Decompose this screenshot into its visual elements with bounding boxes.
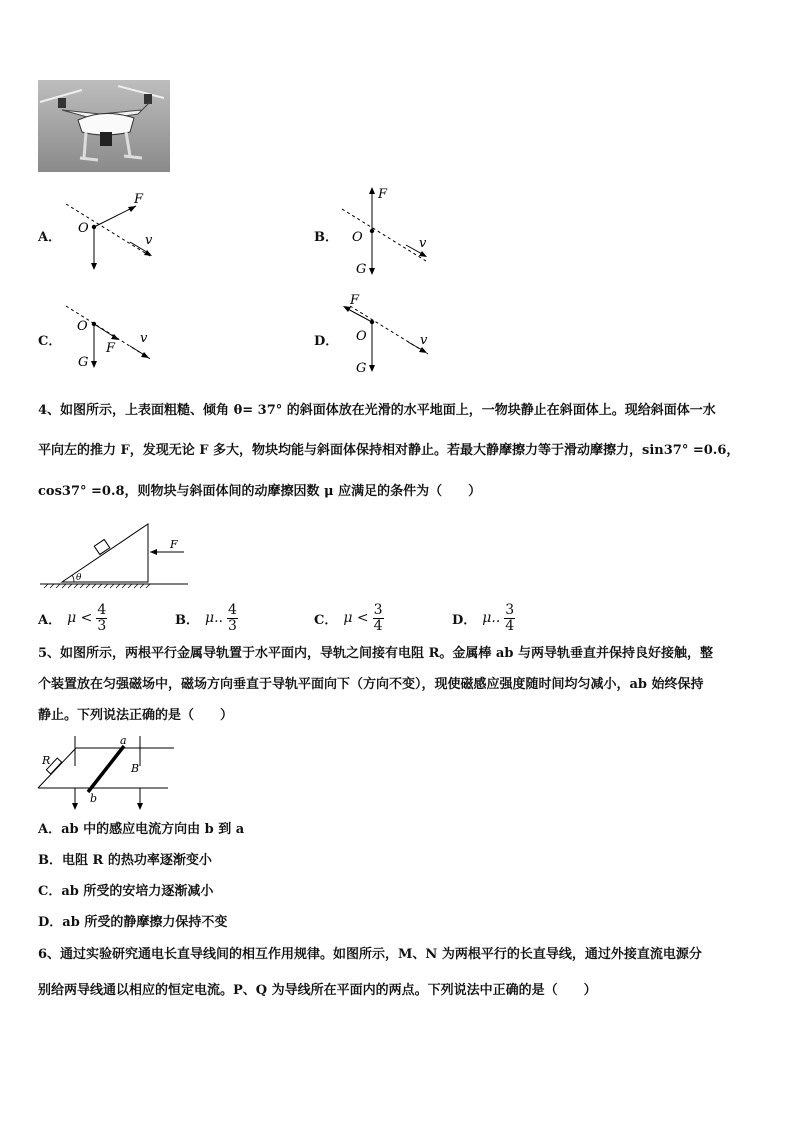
- q4-choice-d-numerator: 3: [505, 601, 515, 618]
- q4-choice-c-expr: μ <: [343, 610, 369, 626]
- resistor-r-label: R: [42, 754, 51, 767]
- rail-diagram: [36, 734, 186, 812]
- q4-choice-d-fraction: [504, 603, 515, 634]
- force-f-label: F: [378, 187, 388, 202]
- q5-line-1: 5、如图所示，两根平行金属导轨置于水平面内，导轨之间接有电阻 R。金属棒 ab 与两导轨垂直并保持良好接触，整: [38, 646, 713, 661]
- q4-choice-c-denominator: 4: [373, 617, 383, 634]
- q4-choice-c-label: C．: [314, 612, 338, 628]
- gravity-g-label: G: [78, 355, 89, 370]
- field-b-label: B: [131, 762, 140, 775]
- q4-choice-a-denominator: 3: [97, 617, 107, 634]
- velocity-v-label: v: [420, 333, 428, 348]
- q4-choice-b-expr: μ..: [205, 610, 223, 626]
- q4-choice-c-fraction: [373, 603, 384, 634]
- q5-choice-d[interactable]: D．ab 所受的静摩擦力保持不变: [38, 915, 228, 930]
- option-a-diagram: [60, 190, 170, 275]
- origin-o-label: O: [356, 329, 367, 344]
- velocity-v-label: v: [145, 233, 153, 248]
- force-f-label: F: [134, 192, 144, 207]
- origin-o-label: O: [77, 319, 88, 334]
- option-c-label: C．: [38, 334, 62, 349]
- q4-choice-a-numerator: 4: [97, 601, 107, 618]
- q4-choice-a-fraction: [96, 603, 107, 634]
- q5-line-3: 静止。下列说法正确的是（ ）: [38, 708, 234, 723]
- incline-diagram: [38, 518, 198, 590]
- q5-choice-a[interactable]: A．ab 中的感应电流方向由 b 到 a: [38, 822, 245, 837]
- q5-choice-b[interactable]: B．电阻 R 的热功率逐渐变小: [38, 853, 212, 868]
- q4-choice-d-denominator: 4: [505, 617, 515, 634]
- gravity-g-label: G: [356, 262, 367, 277]
- q4-choice-a[interactable]: [38, 599, 107, 637]
- force-f-label: F: [170, 538, 178, 551]
- point-a-label: a: [120, 734, 127, 747]
- q4-line-3: cos37° =0.8，则物块与斜面体间的动摩擦因数 μ 应满足的条件为（ ）: [38, 484, 482, 499]
- q4-choice-a-label: A．: [38, 612, 62, 628]
- q5-line-2: 个装置放在匀强磁场中，磁场方向垂直于导轨平面向下（方向不变），现使磁感应强度随时间均匀减小，ab 始终保持: [38, 677, 704, 692]
- q4-choice-b-fraction: [227, 603, 238, 634]
- option-b-label: B．: [314, 230, 338, 245]
- q4-choice-c[interactable]: [314, 599, 384, 637]
- origin-o-label: O: [78, 221, 89, 236]
- q6-line-2: 别给两导线通以相应的恒定电流。P、Q 为导线所在平面内的两点。下列说法中正确的是（ ）: [38, 983, 597, 998]
- q4-choice-b-denominator: 3: [228, 617, 237, 634]
- q4-choice-d-expr: μ..: [482, 610, 501, 626]
- velocity-v-label: v: [140, 331, 148, 346]
- q4-choice-a-expr: μ <: [67, 610, 93, 626]
- drone-photo: [38, 80, 170, 172]
- gravity-g-label: G: [356, 361, 367, 376]
- option-a-label: A．: [38, 230, 62, 245]
- q6-line-1: 6、通过实验研究通电长直导线间的相互作用规律。如图所示，M、N 为两根平行的长直导线，通过外接直流电源分: [38, 947, 702, 962]
- q4-choice-b-label: B．: [175, 612, 199, 628]
- q4-choice-d[interactable]: [452, 599, 515, 637]
- q5-choice-c[interactable]: C．ab 所受的安培力逐渐减小: [38, 884, 214, 899]
- force-f-label: F: [106, 341, 116, 356]
- option-c-diagram: [60, 298, 170, 383]
- q4-choice-b[interactable]: [175, 599, 238, 637]
- theta-label: θ: [76, 573, 82, 583]
- option-d-label: D．: [314, 334, 339, 349]
- q4-line-2: 平向左的推力 F，发现无论 F 多大，物块均能与斜面体保持相对静止。若最大静摩擦力等于滑动摩擦力，sin37° =0.6，: [38, 443, 740, 458]
- q4-choice-b-numerator: 4: [228, 601, 237, 618]
- q4-choice-c-numerator: 3: [373, 601, 383, 618]
- point-b-label: b: [90, 792, 98, 805]
- option-d-diagram: [336, 292, 446, 382]
- force-f-label: F: [350, 293, 360, 308]
- q4-line-1: 4、如图所示，上表面粗糙、倾角 θ= 37° 的斜面体放在光滑的水平地面上，一物块静止在斜面体上。现给斜面体一水: [38, 403, 716, 418]
- origin-o-label: O: [352, 230, 363, 245]
- option-b-diagram: [336, 183, 446, 281]
- velocity-v-label: v: [419, 236, 427, 251]
- q4-choice-d-label: D．: [452, 612, 477, 628]
